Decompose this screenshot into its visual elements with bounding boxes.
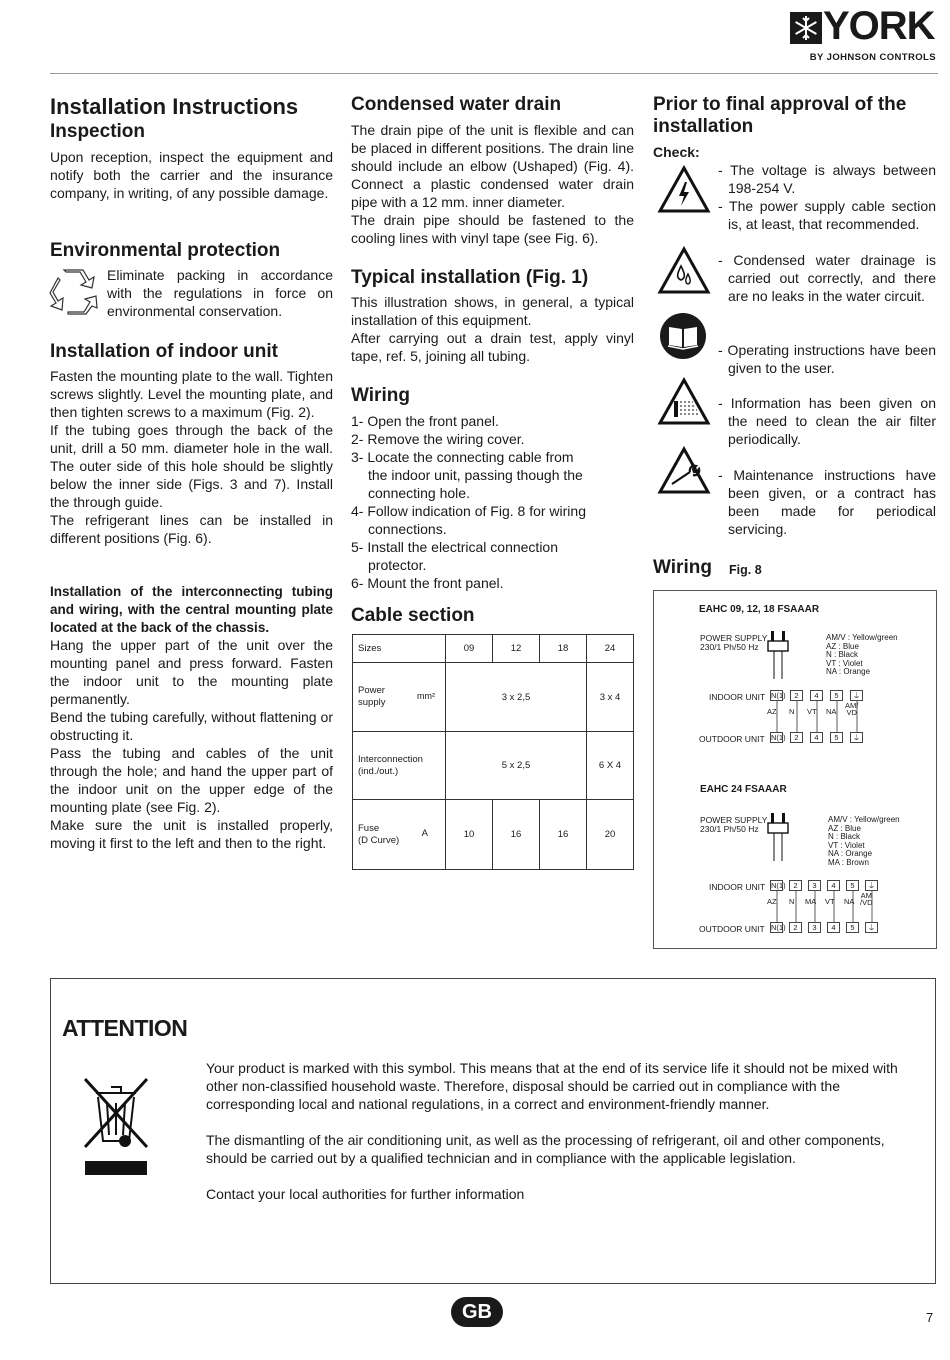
table-cell: 10 bbox=[446, 800, 493, 870]
wiring-steps bbox=[351, 412, 634, 592]
wiring-diagram bbox=[653, 590, 937, 949]
environmental-text: Eliminate packing in accordance with the regulations in force on environmental conservation. bbox=[107, 267, 333, 319]
terminal: ⏚ bbox=[850, 732, 863, 743]
country-badge bbox=[451, 1297, 503, 1327]
diagram1-power-spec: 230/1 Ph/50 Hz bbox=[700, 642, 759, 652]
diagram1-legend: AM/V : Yellow/green AZ : Blue N : Black VT : Violet NA : Orange bbox=[826, 633, 898, 676]
terminal: 4 bbox=[810, 732, 823, 743]
environmental-heading: Environmental protection bbox=[50, 240, 281, 261]
terminal: 4 bbox=[827, 880, 840, 891]
wiring-step: 5- Install the electrical connection protector. bbox=[351, 539, 559, 573]
wiring-step: 2- Remove the wiring cover. bbox=[351, 431, 525, 447]
diagram1-power-supply: POWER SUPPLY bbox=[700, 633, 768, 643]
logo-text: YORK bbox=[823, 4, 935, 48]
diagram2-power-supply: POWER SUPPLY bbox=[700, 815, 768, 825]
terminal: 4 bbox=[827, 922, 840, 933]
indoor-unit-heading: Installation of indoor unit bbox=[50, 341, 278, 362]
check-item-cable: - The power supply cable section is, at least, that recommended. bbox=[718, 198, 936, 232]
brand-logo bbox=[790, 4, 938, 66]
attention-paragraph-1: Your product is marked with this symbol. This means that at the end of its service life it should not be mixed with other non-classified household waste. Therefore, disposal should be carried out in compliance with the corresponding local and national regulations, in a correct and environment-friendly manner. bbox=[206, 1060, 898, 1112]
recycle-icon bbox=[48, 268, 98, 316]
plug-icon bbox=[766, 631, 794, 679]
table-cell: 3 x 2,5 bbox=[446, 663, 587, 732]
table-cell: 16 bbox=[540, 800, 587, 870]
table-header-cell: 12 bbox=[493, 635, 540, 663]
wiring-step: 4- Follow indication of Fig. 8 for wiring connections. bbox=[351, 503, 586, 537]
terminal: ⏚ bbox=[865, 880, 878, 891]
electrical-hazard-icon bbox=[657, 165, 711, 215]
cable-section-table bbox=[352, 634, 634, 870]
check-item-drainage: - Condensed water drainage is carried out correctly, and there are no leaks in the water circuit. bbox=[718, 252, 936, 304]
header-divider bbox=[50, 73, 938, 74]
table-row bbox=[353, 663, 634, 732]
wiring-heading: Wiring bbox=[351, 385, 410, 406]
table-cell: 6 X 4 bbox=[587, 732, 634, 800]
diagram1-model: EAHC 09, 12, 18 FSAAAR bbox=[699, 604, 820, 615]
inspection-heading: Inspection bbox=[50, 121, 146, 142]
check-item-voltage: - The voltage is always between 198-254 V. bbox=[718, 162, 936, 196]
terminal: 2 bbox=[790, 690, 803, 701]
table-cell: 5 x 2,5 bbox=[446, 732, 587, 800]
diagram2-terminals: N(1) 2 3 4 5 ⏚ AZ N MA VT NA AM /VD N(1) 2 3 4 5 ⏚ bbox=[770, 880, 890, 940]
typical-text: This illustration shows, in general, a typical installation of this equipment. After carrying out a drain test, apply vinyl tape, ref. 5, joining all tubing. bbox=[351, 294, 634, 364]
logo-subtitle: BY JOHNSON CONTROLS bbox=[809, 52, 936, 63]
cable-section-heading: Cable section bbox=[351, 605, 475, 626]
terminal: 5 bbox=[846, 922, 859, 933]
terminal: N(1) bbox=[771, 691, 786, 700]
wiring-fig8-heading: Wiring bbox=[653, 557, 712, 578]
drain-heading: Condensed water drain bbox=[351, 94, 562, 115]
terminal: 3 bbox=[808, 880, 821, 891]
diagram2-indoor-label: INDOOR UNIT bbox=[709, 882, 766, 892]
page-number: 7 bbox=[926, 1310, 934, 1325]
terminal: N(1) bbox=[771, 733, 786, 742]
diagram1-outdoor-label: OUTDOOR UNIT bbox=[699, 734, 765, 744]
wiring-step: 6- Mount the front panel. bbox=[351, 575, 504, 591]
power-supply-label: Power supply bbox=[358, 685, 386, 708]
wiring-step: 3- Locate the connecting cable from the indoor unit, passing though the connecting hole. bbox=[351, 449, 583, 501]
attention-paragraph-2: The dismantling of the air conditioning unit, as well as the processing of refrigerant, oil and other components, should be carried out by a qualified technician and in compliance with the applicable legislation. bbox=[206, 1132, 885, 1166]
check-item-maintenance: - Maintenance instructions have been given, or a contract has been made for periodical servicing. bbox=[718, 467, 936, 537]
table-cell: 3 x 4 bbox=[587, 663, 634, 732]
table-header-cell: 18 bbox=[540, 635, 587, 663]
attention-box bbox=[50, 978, 936, 1284]
diagram1-indoor-label: INDOOR UNIT bbox=[709, 692, 766, 702]
filter-cleaning-icon bbox=[657, 377, 711, 427]
attention-paragraph-3: Contact your local authorities for further information bbox=[206, 1186, 525, 1202]
terminal: 3 bbox=[808, 922, 821, 933]
table-header-cell: 24 bbox=[587, 635, 634, 663]
terminal: 2 bbox=[789, 922, 802, 933]
diagram2-outdoor-label: OUTDOOR UNIT bbox=[699, 924, 765, 934]
weee-bin-icon bbox=[81, 1075, 151, 1181]
check-item-filter: - Information has been given on the need to clean the air filter periodically. bbox=[718, 395, 936, 447]
terminal: ⏚ bbox=[850, 690, 863, 701]
inspection-text: Upon reception, inspect the equipment and notify both the carrier and the insurance company, in writing, of any possible damage. bbox=[50, 149, 333, 201]
terminal: 4 bbox=[810, 690, 823, 701]
terminal: 5 bbox=[830, 690, 843, 701]
check-label: Check: bbox=[653, 144, 700, 160]
country-code: GB bbox=[462, 1301, 492, 1323]
terminal: 2 bbox=[790, 732, 803, 743]
fuse-label: Fuse (D Curve) bbox=[358, 822, 400, 846]
maintenance-wrench-icon bbox=[657, 446, 711, 496]
terminal: N(1) bbox=[771, 923, 786, 932]
prior-approval-heading: Prior to final approval of the installation bbox=[653, 94, 907, 137]
tubing-text: Hang the upper part of the unit over the mounting panel and press forward. Fasten the indoor unit to the mounting plate permanently. Bend the tubing carefully, without flattening or obstructing it. Pass the tubing and cables of the unit through the hole; and hand the upper part of the indoor unit on the upper edge of the mounting plate (see Fig. 2). Make sure the unit is installed properly, moving it first to the left and then to the right. bbox=[50, 637, 333, 851]
fuse-unit: A bbox=[421, 828, 428, 839]
snowflake-icon bbox=[790, 12, 822, 44]
typical-heading: Typical installation (Fig. 1) bbox=[351, 267, 589, 288]
power-unit: mm² bbox=[417, 691, 435, 701]
terminal: 5 bbox=[846, 880, 859, 891]
terminal: 2 bbox=[789, 880, 802, 891]
table-row bbox=[353, 800, 634, 870]
interconnection-label: Interconnection (ind./out.) bbox=[358, 753, 423, 777]
page-title: Installation Instructions bbox=[50, 94, 299, 119]
table-header-cell: Sizes bbox=[353, 635, 446, 663]
wiring-step: 1- Open the front panel. bbox=[351, 413, 499, 429]
terminal: N(1) bbox=[771, 881, 786, 890]
diagram2-power-spec: 230/1 Ph/50 Hz bbox=[700, 824, 759, 834]
diagram2-legend: AM/V : Yellow/green AZ : Blue N : Black VT : Violet NA : Orange MA : Brown bbox=[828, 815, 900, 867]
indoor-unit-text: Fasten the mounting plate to the wall. Tighten screws slightly. Level the mounting plate, and then tighten screws to a maximum (Fig. 2). If the tubing goes through the back of the unit, drill a 50 mm. diameter hole in the wall. The outer side of this hole should be slightly below the inner side (Figs. 3 and 7). Install the through guide. The refrigerant lines can be installed in different positions (Fig. 6). bbox=[50, 368, 333, 546]
terminal: ⏚ bbox=[865, 922, 878, 933]
drain-text: The drain pipe of the unit is flexible and can be placed in different positions. The drain line should include an elbow (Ushaped) (Fig. 4). Connect a plastic condensed water drain pipe with a 12 mm. inner diameter. The drain pipe should be fastened to the cooling lines with vinyl tape (see Fig. 6). bbox=[351, 122, 634, 246]
terminal: 5 bbox=[830, 732, 843, 743]
diagram1-terminals: N(1) 2 4 5 ⏚ AZ N VT NA AM/ VD N(1) 2 4 5 ⏚ bbox=[770, 690, 870, 750]
plug-icon bbox=[766, 813, 794, 861]
water-drop-warning-icon bbox=[657, 246, 711, 296]
manual-book-icon bbox=[659, 312, 707, 360]
table-cell: 16 bbox=[493, 800, 540, 870]
table-cell: 20 bbox=[587, 800, 634, 870]
fig8-label: Fig. 8 bbox=[729, 563, 762, 577]
tubing-bold-heading: Installation of the interconnecting tubing and wiring, with the central mounting plate located at the back of the chassis. bbox=[50, 584, 333, 635]
table-row bbox=[353, 732, 634, 800]
table-header-cell: 09 bbox=[446, 635, 493, 663]
attention-title: ATTENTION bbox=[62, 1015, 188, 1041]
diagram2-model: EAHC 24 FSAAAR bbox=[700, 784, 787, 795]
check-item-instructions: - Operating instructions have been given to the user. bbox=[718, 342, 936, 376]
